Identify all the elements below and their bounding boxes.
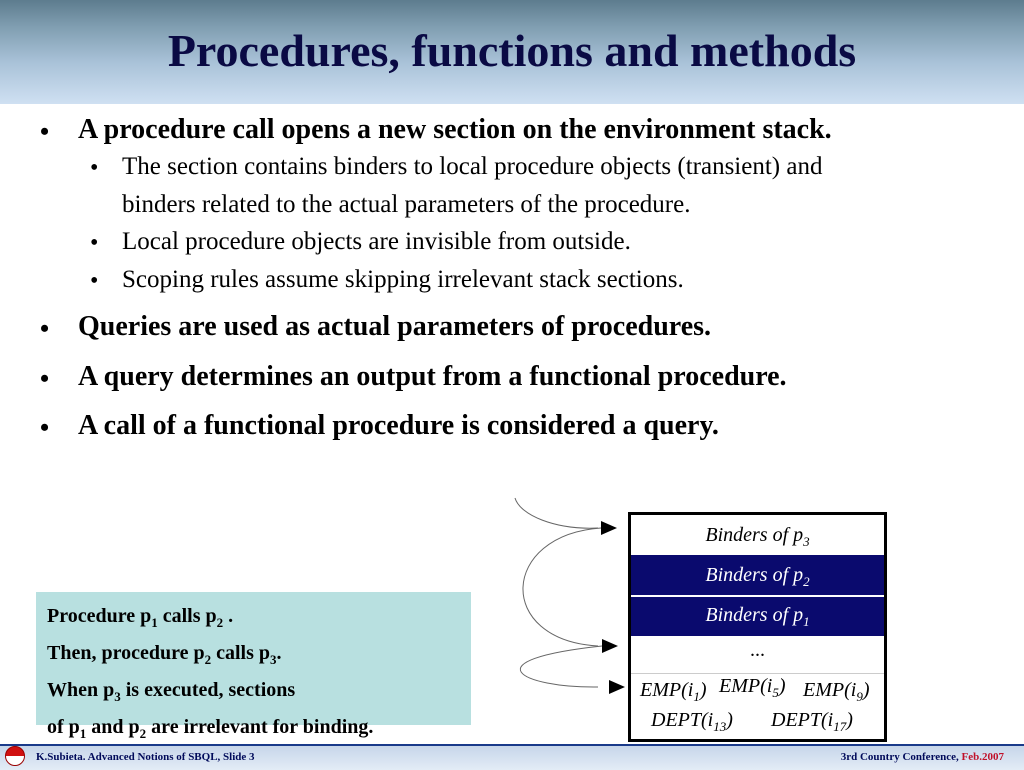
bullet-dot: • xyxy=(40,364,50,393)
note-line-1: Procedure $p_1$ calls $p_2$ . xyxy=(47,605,234,630)
bullet-main-1: A procedure call opens a new section on the environment stack. xyxy=(78,114,832,145)
arrow-head-p3 xyxy=(601,521,617,535)
arrow-curve-dots xyxy=(523,528,601,646)
binder-emp-i9: $EMP(i_9)$ xyxy=(803,679,870,704)
sub-bullet-1-line-2: binders related to the actual parameters of the procedure. xyxy=(122,191,691,218)
bullet-dot: • xyxy=(40,314,50,343)
binder-dept-i13: $DEPT(i_{13})$ xyxy=(651,709,733,734)
slide-title: Procedures, functions and methods xyxy=(167,25,857,76)
sub-bullet-dot: • xyxy=(90,230,99,256)
stack-section-p1: Binders of $p_1$ xyxy=(631,596,884,636)
bullet-main-2: Queries are used as actual parameters of procedures. xyxy=(78,311,712,342)
note-line-3: When $p_3$ is executed, sections xyxy=(47,679,296,704)
stack-section-p2: Binders of $p_2$ xyxy=(631,555,884,595)
stack-section-p3: Binders of $p_3$ xyxy=(631,519,884,555)
sub-bullet-dot: • xyxy=(90,268,99,294)
sub-bullet-3: Scoping rules assume skipping irrelevant stack sections. xyxy=(122,266,684,293)
bullet-main-3: A query determines an output from a functional procedure. xyxy=(78,361,787,392)
conference-logo-icon xyxy=(5,746,25,766)
binder-emp-i5: $EMP(i_5)$ xyxy=(719,675,786,700)
bullet-main-4: A call of a functional procedure is considered a query. xyxy=(78,410,719,441)
arrow-head-dots xyxy=(602,639,618,653)
procedure-note-box xyxy=(36,592,471,741)
arrow-head-emp xyxy=(609,680,625,694)
sub-bullet-dot: • xyxy=(90,155,99,181)
footer-conference: 3rd Country Conference, Feb.2007 xyxy=(840,751,1004,763)
sub-bullet-1-line-1: The section contains binders to local procedure objects (transient) and xyxy=(122,153,823,180)
sub-bullet-2: Local procedure objects are invisible from outside. xyxy=(122,228,631,255)
note-line-4: of $p_1$ and $p_2$ are irrelevant for binding. xyxy=(47,716,374,741)
bullet-dot: • xyxy=(40,117,50,146)
arrow-curve-emp xyxy=(520,646,602,687)
footer-author-slide: K.Subieta. Advanced Notions of SBQL, Slide 3 xyxy=(36,751,255,763)
bullet-dot: • xyxy=(40,413,50,442)
binder-dept-i17: $DEPT(i_{17})$ xyxy=(771,709,853,734)
note-line-2: Then, procedure $p_2$ calls $p_3$. xyxy=(47,642,282,667)
environment-stack xyxy=(628,512,887,742)
stack-section-ellipsis: ... xyxy=(631,635,884,674)
binder-emp-i1: $EMP(i_1)$ xyxy=(640,679,707,704)
arrow-curve-p3 xyxy=(515,498,598,528)
